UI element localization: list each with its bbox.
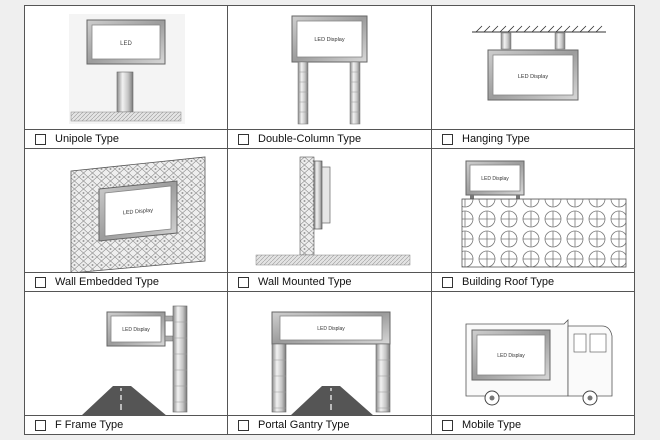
checkbox-icon[interactable] bbox=[35, 134, 46, 145]
building-roof-illustration bbox=[432, 149, 634, 273]
checkbox-icon[interactable] bbox=[35, 420, 46, 431]
unipole-illustration bbox=[25, 6, 227, 130]
type-label: Wall Mounted Type bbox=[258, 276, 352, 288]
type-caption bbox=[228, 415, 431, 434]
hanging-screen-text: LED Display bbox=[517, 74, 549, 80]
type-caption bbox=[432, 272, 634, 291]
type-label: Unipole Type bbox=[55, 133, 120, 145]
checkbox-icon[interactable] bbox=[238, 420, 249, 431]
hanging-illustration bbox=[432, 6, 634, 130]
double-column-illustration bbox=[228, 6, 431, 130]
f-frame-illustration bbox=[25, 292, 227, 416]
double-column-screen-text: LED Display bbox=[314, 37, 345, 43]
type-cell-double-column bbox=[228, 6, 432, 149]
type-caption bbox=[228, 129, 431, 148]
portal-gantry-screen-text: LED Display bbox=[317, 326, 345, 332]
type-cell-hanging bbox=[432, 6, 634, 149]
mobile-screen-text: LED Display bbox=[497, 353, 525, 359]
wall-mounted-illustration bbox=[228, 149, 431, 273]
checkbox-icon[interactable] bbox=[442, 134, 453, 145]
type-label: Building Roof Type bbox=[462, 276, 555, 288]
f-frame-screen-text: LED Display bbox=[122, 327, 150, 333]
type-caption bbox=[432, 415, 634, 434]
type-cell-mobile bbox=[432, 292, 634, 434]
type-caption bbox=[228, 272, 431, 291]
type-caption bbox=[25, 415, 227, 434]
type-cell-f-frame bbox=[25, 292, 228, 434]
type-label: Hanging Type bbox=[462, 133, 530, 145]
type-label: Double-Column Type bbox=[258, 133, 362, 145]
display-type-grid bbox=[24, 5, 635, 435]
type-cell-wall-embedded bbox=[25, 149, 228, 292]
type-label: Wall Embedded Type bbox=[55, 276, 159, 288]
checkbox-icon[interactable] bbox=[35, 277, 46, 288]
checkbox-icon[interactable] bbox=[442, 277, 453, 288]
type-label: F Frame Type bbox=[55, 419, 124, 431]
checkbox-icon[interactable] bbox=[442, 420, 453, 431]
portal-gantry-illustration bbox=[228, 292, 431, 416]
building-roof-screen-text: LED Display bbox=[481, 176, 509, 182]
type-caption bbox=[432, 129, 634, 148]
type-cell-portal-gantry bbox=[228, 292, 432, 434]
type-caption bbox=[25, 272, 227, 291]
type-cell-building-roof bbox=[432, 149, 634, 292]
type-label: Portal Gantry Type bbox=[258, 419, 350, 431]
wall-embedded-screen-text: LED Display bbox=[122, 207, 154, 217]
checkbox-icon[interactable] bbox=[238, 134, 249, 145]
type-cell-unipole bbox=[25, 6, 228, 149]
type-label: Mobile Type bbox=[462, 419, 522, 431]
type-cell-wall-mounted bbox=[228, 149, 432, 292]
wall-embedded-illustration bbox=[25, 149, 227, 273]
mobile-illustration bbox=[432, 292, 634, 416]
type-caption bbox=[25, 129, 227, 148]
checkbox-icon[interactable] bbox=[238, 277, 249, 288]
unipole-screen-text: LED bbox=[120, 41, 132, 47]
